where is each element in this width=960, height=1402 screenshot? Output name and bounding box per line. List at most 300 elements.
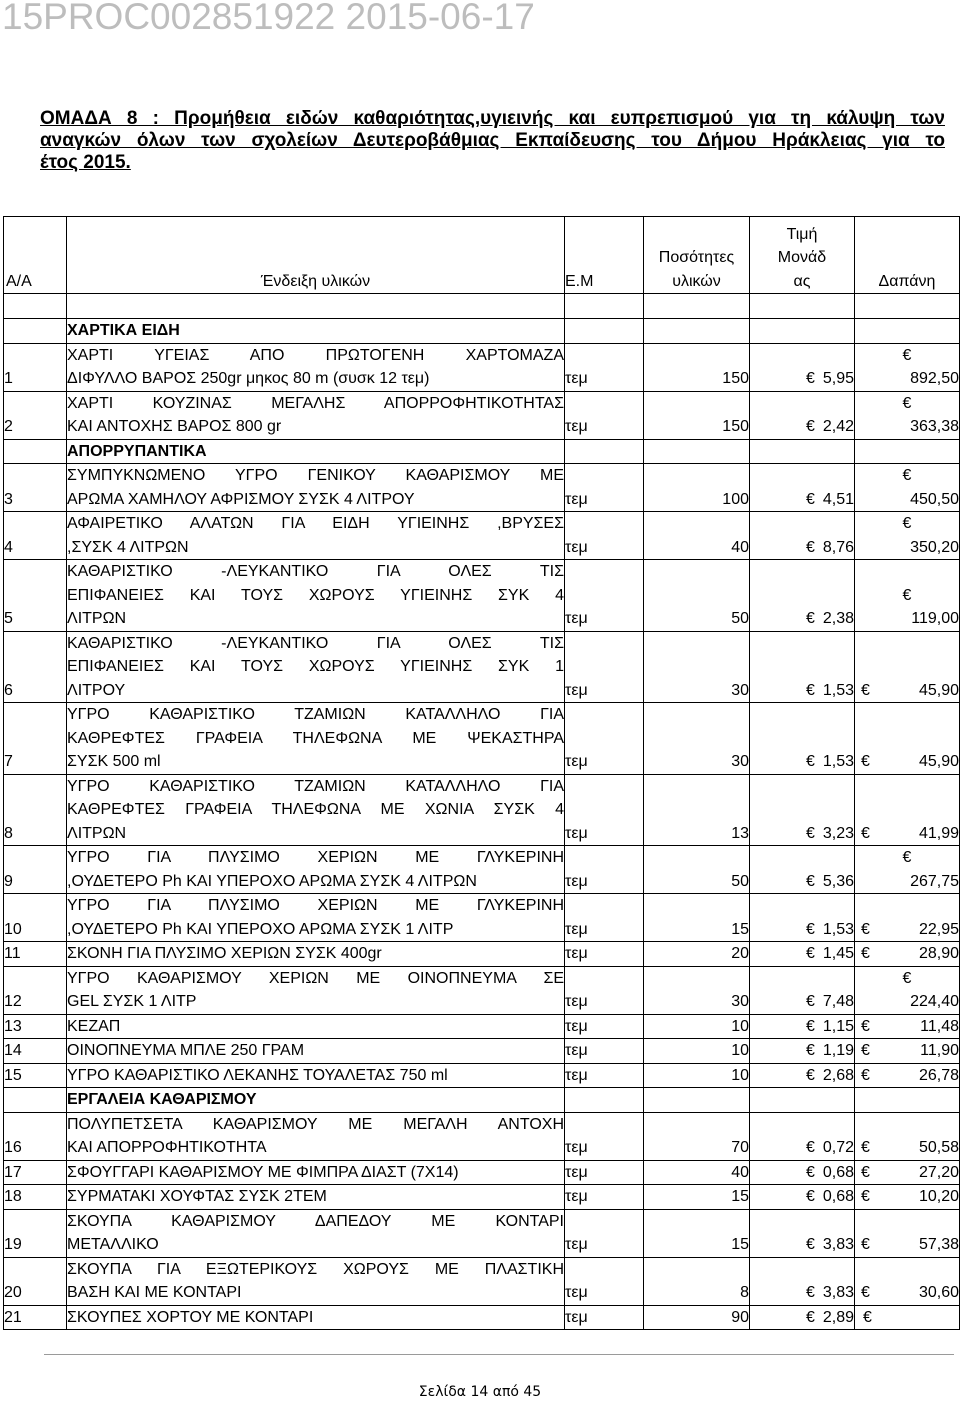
euro-symbol: € (902, 515, 912, 532)
row-quantity: 70 (644, 1112, 750, 1160)
header-unit-price: Τιμή Μονάδ ας (750, 217, 855, 294)
description-line: ΔΙΦΥΛΛΟ ΒΑΡΟΣ 250gr μηκος 80 m (συσκ 12 τεμ) (67, 370, 430, 387)
euro-symbol: € (805, 1188, 815, 1205)
euro-symbol: € (902, 969, 912, 987)
euro-symbol: € (861, 1066, 870, 1084)
table-row (4, 1185, 960, 1210)
row-number: 2 (4, 391, 67, 439)
row-unit: τεμ (565, 966, 644, 1014)
row-cost (855, 703, 960, 775)
row-unit-price (750, 846, 855, 894)
euro-symbol: € (861, 681, 870, 699)
row-description (67, 1257, 565, 1305)
unit-price-value: 8,76 (822, 538, 854, 556)
row-cost (855, 1305, 960, 1330)
row-unit: τεμ (565, 846, 644, 894)
row-cost (855, 942, 960, 967)
row-unit-price (750, 774, 855, 846)
row-cost (855, 319, 960, 344)
row-quantity (644, 319, 750, 344)
footer-rule (44, 1354, 954, 1355)
euro-symbol: € (902, 394, 912, 412)
description-line: ΥΓΡΟ ΓΙΑ ΠΛΥΣΙΜΟ ΧΕΡΙΩΝ ΜΕ ΓΛΥΚΕΡΙΝΗ (67, 897, 564, 914)
table-row (4, 1112, 960, 1160)
row-quantity: 50 (644, 560, 750, 632)
row-number: 14 (4, 1039, 67, 1064)
row-cost (855, 343, 960, 391)
euro-symbol: € (805, 538, 815, 556)
euro-symbol: € (805, 1066, 815, 1084)
row-number: 21 (4, 1305, 67, 1330)
cost-value: 26,78 (918, 1066, 959, 1084)
row-quantity: 30 (644, 966, 750, 1014)
euro-symbol: € (861, 753, 870, 770)
euro-symbol: € (805, 945, 815, 962)
table-row (4, 1257, 960, 1305)
row-description (67, 512, 565, 560)
row-unit-price (750, 439, 855, 464)
euro-symbol: € (805, 418, 815, 435)
unit-price-value: 3,83 (822, 1236, 854, 1253)
euro-symbol: € (805, 1284, 815, 1301)
row-unit (565, 319, 644, 344)
row-unit-price (750, 1063, 855, 1088)
euro-symbol: € (861, 1163, 870, 1181)
row-description (67, 1039, 565, 1064)
euro-symbol: € (902, 849, 912, 866)
unit-price-value: 5,36 (822, 872, 854, 890)
section-row (4, 1088, 960, 1113)
section-label-text: ΕΡΓΑΛΕΙΑ ΚΑΘΑΡΙΣΜΟΥ (67, 1091, 257, 1108)
cost-value: 10,20 (918, 1188, 959, 1205)
header-no: Α/Α (4, 217, 67, 294)
row-unit-price (750, 464, 855, 512)
unit-price-value: 1,15 (822, 1017, 854, 1035)
row-number (4, 1088, 67, 1113)
row-cost (855, 1160, 960, 1185)
euro-symbol: € (861, 824, 870, 842)
row-cost (855, 894, 960, 942)
row-cost (855, 774, 960, 846)
row-unit: τεμ (565, 512, 644, 560)
row-cost (855, 512, 960, 560)
euro-symbol: € (805, 872, 815, 890)
euro-symbol: € (805, 1163, 815, 1181)
description-line: ΧΑΡΤΙ ΥΓΕΙΑΣ ΑΠΟ ΠΡΩΤΟΓΕΝΗ ΧΑΡΤΟΜΑΖΑ (67, 346, 564, 364)
unit-price-value: 7,48 (822, 993, 854, 1010)
row-quantity: 15 (644, 894, 750, 942)
table-row (4, 846, 960, 894)
unit-price-value: 3,83 (822, 1284, 854, 1301)
heading-line-3: έτος 2015. (40, 152, 131, 173)
row-number: 13 (4, 1014, 67, 1039)
euro-symbol: € (805, 753, 815, 770)
row-number: 3 (4, 464, 67, 512)
row-number (4, 319, 67, 344)
euro-symbol: € (805, 610, 815, 627)
row-cost (855, 1185, 960, 1210)
description-line: ΚΑΘΑΡΙΣΤΙΚΟ -ΛΕΥΚΑΝΤΙΚΟ ΓΙΑ ΟΛΕΣ ΤΙΣ (67, 563, 564, 580)
row-cost (855, 1112, 960, 1160)
cost-value: 363,38 (910, 418, 959, 435)
euro-symbol: € (861, 1188, 870, 1205)
row-unit-price (750, 942, 855, 967)
row-quantity (644, 1088, 750, 1113)
row-quantity: 20 (644, 942, 750, 967)
euro-symbol: € (861, 1284, 870, 1301)
row-unit-price (750, 966, 855, 1014)
description-line: ΚΕΖΑΠ (67, 1017, 121, 1035)
row-unit: τεμ (565, 1257, 644, 1305)
description-line: ΟΙΝΟΠΝΕΥΜΑ ΜΠΛΕ 250 ΓΡΑΜ (67, 1042, 305, 1059)
row-number: 15 (4, 1063, 67, 1088)
row-number: 5 (4, 560, 67, 632)
section-row (4, 319, 960, 344)
cost-value: 50,58 (918, 1139, 959, 1156)
description-line: ΚΑΘΑΡΙΣΤΙΚΟ -ΛΕΥΚΑΝΤΙΚΟ ΓΙΑ ΟΛΕΣ ΤΙΣ (67, 634, 564, 652)
unit-price-value: 5,95 (822, 370, 854, 387)
unit-price-value: 1,45 (822, 945, 854, 962)
row-quantity: 10 (644, 1014, 750, 1039)
unit-price-value: 2,68 (822, 1066, 854, 1084)
row-unit: τεμ (565, 703, 644, 775)
row-quantity: 10 (644, 1039, 750, 1064)
row-description (67, 343, 565, 391)
cost-value: 45,90 (918, 753, 959, 770)
section-label (67, 319, 565, 344)
row-unit: τεμ (565, 1039, 644, 1064)
header-cost: Δαπάνη (855, 217, 960, 294)
euro-symbol: € (861, 920, 870, 938)
row-number: 7 (4, 703, 67, 775)
description-line: ΣΚΟΥΠΑ ΓΙΑ ΕΞΩΤΕΡΙΚΟΥΣ ΧΩΡΟΥΣ ΜΕ ΠΛΑΣΤΙΚΗ (67, 1260, 564, 1278)
unit-price-value: 4,51 (822, 490, 854, 508)
row-number: 8 (4, 774, 67, 846)
row-cost (855, 1088, 960, 1113)
euro-symbol: € (805, 681, 815, 699)
row-description (67, 1185, 565, 1210)
section-label (67, 1088, 565, 1113)
row-description (67, 894, 565, 942)
cost-value: 267,75 (910, 872, 959, 890)
unit-price-value: 2,38 (822, 610, 854, 627)
cost-value: 45,90 (918, 681, 959, 699)
header-quantity: Ποσότητες υλικών (644, 217, 750, 294)
description-line: GEL ΣΥΣΚ 1 ΛΙΤΡ (67, 993, 197, 1010)
row-unit: τεμ (565, 1160, 644, 1185)
row-description (67, 846, 565, 894)
row-number: 4 (4, 512, 67, 560)
row-unit-price (750, 703, 855, 775)
table-row (4, 512, 960, 560)
row-number: 16 (4, 1112, 67, 1160)
description-line: ΛΙΤΡΩΝ (67, 824, 127, 842)
row-cost (855, 1039, 960, 1064)
header-unit: Ε.Μ (565, 217, 644, 294)
row-quantity: 15 (644, 1185, 750, 1210)
table-row (4, 894, 960, 942)
description-line: ΒΑΣΗ ΚΑΙ ΜΕ ΚΟΝΤΑΡΙ (67, 1284, 242, 1301)
table-row (4, 631, 960, 703)
euro-symbol: € (861, 1236, 870, 1253)
unit-price-value: 0,68 (822, 1188, 854, 1205)
row-unit-price (750, 560, 855, 632)
row-unit-price (750, 1257, 855, 1305)
table-row (4, 391, 960, 439)
table-row (4, 1039, 960, 1064)
description-line: ΣΥΣΚ 500 ml (67, 753, 161, 770)
table-row (4, 560, 960, 632)
table-row (4, 1160, 960, 1185)
cost-value: 41,99 (918, 824, 959, 842)
table-row (4, 942, 960, 967)
row-unit-price (750, 1209, 855, 1257)
description-line: ΧΑΡΤΙ ΚΟΥΖΙΝΑΣ ΜΕΓΑΛΗΣ ΑΠΟΡΡΟΦΗΤΙΚΟΤΗΤΑΣ (67, 394, 564, 412)
euro-symbol: € (805, 993, 815, 1010)
table-row (4, 1014, 960, 1039)
cost-value: 27,20 (918, 1163, 959, 1181)
description-line: ΥΓΡΟ ΚΑΘΑΡΙΣΤΙΚΟ ΤΖΑΜΙΩΝ ΚΑΤΑΛΛΗΛΟ ΓΙΑ (67, 777, 564, 795)
heading-line-2: αναγκών όλων των σχολείων Δευτεροβάθμιας Εκπαίδευσης του Δήμου Ηράκλειας για το (40, 130, 945, 151)
row-description (67, 391, 565, 439)
row-cost (855, 1209, 960, 1257)
cost-value: 119,00 (911, 610, 959, 627)
euro-symbol: € (805, 1017, 815, 1035)
row-unit: τεμ (565, 1014, 644, 1039)
row-unit: τεμ (565, 343, 644, 391)
row-cost (855, 966, 960, 1014)
row-cost (855, 1063, 960, 1088)
cost-value: 28,90 (918, 945, 959, 962)
heading-line-1: ΟΜΑΔΑ 8 : Προμήθεια ειδών καθαριότητας,υγιεινής και ευπρεπισμού για τη κάλυψη των (40, 108, 945, 129)
row-unit-price (750, 391, 855, 439)
row-unit-price (750, 1305, 855, 1330)
row-unit-price (750, 894, 855, 942)
table-header-row (4, 217, 960, 294)
cost-value: 450,50 (910, 490, 959, 508)
description-line: ΕΠΙΦΑΝΕΙΕΣ ΚΑΙ ΤΟΥΣ ΧΩΡΟΥΣ ΥΓΙΕΙΝΗΣ ΣΥΚ 4 (67, 586, 564, 604)
section-label-text: ΧΑΡΤΙΚΑ ΕΙΔΗ (67, 322, 180, 339)
description-line: ,ΣΥΣΚ 4 ΛΙΤΡΩΝ (67, 538, 189, 556)
row-description (67, 464, 565, 512)
table-row (4, 1305, 960, 1330)
euro-symbol: € (805, 490, 815, 508)
section-row (4, 439, 960, 464)
row-quantity: 150 (644, 343, 750, 391)
row-cost (855, 464, 960, 512)
row-quantity: 100 (644, 464, 750, 512)
euro-symbol: € (861, 945, 870, 962)
table-row (4, 966, 960, 1014)
row-unit-price (750, 343, 855, 391)
row-description (67, 1063, 565, 1088)
table-row (4, 774, 960, 846)
euro-symbol: € (805, 1139, 815, 1156)
row-unit-price (750, 512, 855, 560)
row-description (67, 560, 565, 632)
row-unit-price (750, 1112, 855, 1160)
row-number: 20 (4, 1257, 67, 1305)
section-label (67, 439, 565, 464)
description-line: ΣΚΟΥΠΕΣ ΧΟΡΤΟΥ ΜΕ ΚΟΝΤΑΡΙ (67, 1308, 314, 1326)
row-quantity: 30 (644, 703, 750, 775)
row-description (67, 1305, 565, 1330)
description-line: ΚΑΘΡΕΦΤΕΣ ΓΡΑΦΕΙΑ ΤΗΛΕΦΩΝΑ ΜΕ ΧΩΝΙΑ ΣΥΣΚ 4 (67, 801, 564, 818)
description-line: ΑΡΩΜΑ ΧΑΜΗΛΟΥ ΑΦΡΙΣΜΟΥ ΣΥΣΚ 4 ΛΙΤΡΟΥ (67, 490, 415, 508)
euro-symbol: € (805, 1236, 815, 1253)
row-description (67, 966, 565, 1014)
row-description (67, 774, 565, 846)
row-unit: τεμ (565, 1063, 644, 1088)
euro-symbol: € (863, 1308, 872, 1326)
row-unit-price (750, 1088, 855, 1113)
euro-symbol: € (805, 920, 815, 938)
unit-price-value: 1,53 (822, 753, 854, 770)
row-unit: τεμ (565, 1305, 644, 1330)
description-line: ΥΓΡΟ ΚΑΘΑΡΙΣΤΙΚΟ ΛΕΚΑΝΗΣ ΤΟΥΑΛΕΤΑΣ 750 ml (67, 1066, 448, 1084)
row-quantity: 150 (644, 391, 750, 439)
row-unit: τεμ (565, 1112, 644, 1160)
row-quantity: 40 (644, 1160, 750, 1185)
row-unit-price (750, 1014, 855, 1039)
row-cost (855, 560, 960, 632)
cost-value: 11,48 (920, 1017, 959, 1035)
row-number: 9 (4, 846, 67, 894)
row-unit-price (750, 1160, 855, 1185)
row-cost (855, 1257, 960, 1305)
table-row (4, 343, 960, 391)
euro-symbol: € (902, 586, 912, 604)
unit-price-value: 0,68 (822, 1163, 854, 1181)
cost-value: 22,95 (918, 920, 959, 938)
row-cost (855, 1014, 960, 1039)
row-number: 11 (4, 942, 67, 967)
row-unit: τεμ (565, 774, 644, 846)
row-unit: τεμ (565, 560, 644, 632)
row-number: 18 (4, 1185, 67, 1210)
row-unit: τεμ (565, 1209, 644, 1257)
row-quantity: 90 (644, 1305, 750, 1330)
description-line: ΜΕΤΑΛΛΙΚΟ (67, 1236, 159, 1253)
table-row (4, 703, 960, 775)
row-description (67, 1209, 565, 1257)
unit-price-value: 3,23 (822, 824, 854, 842)
unit-price-value: 2,89 (822, 1308, 854, 1326)
row-quantity: 13 (644, 774, 750, 846)
row-cost (855, 439, 960, 464)
description-line: ,ΟΥΔΕΤΕΡΟ Ph ΚΑΙ ΥΠΕΡΟΧΟ ΑΡΩΜΑ ΣΥΣΚ 4 ΛΙΤΡΩΝ (67, 872, 477, 890)
description-line: ,ΟΥΔΕΤΕΡΟ Ph ΚΑΙ ΥΠΕΡΟΧΟ ΑΡΩΜΑ ΣΥΣΚ 1 ΛΙΤΡ (67, 920, 454, 938)
document-id: 15PROC002851922 2015-06-17 (2, 0, 535, 37)
table-row (4, 1209, 960, 1257)
table-spacer-row (4, 294, 960, 319)
materials-table (3, 216, 960, 1330)
row-quantity: 30 (644, 631, 750, 703)
description-line: ΥΓΡΟ ΓΙΑ ΠΛΥΣΙΜΟ ΧΕΡΙΩΝ ΜΕ ΓΛΥΚΕΡΙΝΗ (67, 849, 564, 866)
description-line: ΣΦΟΥΓΓΑΡΙ ΚΑΘΑΡΙΣΜΟΥ ΜΕ ΦΙΜΠΡΑ ΔΙΑΣΤ (7Χ14) (67, 1163, 459, 1181)
description-line: ΣΥΡΜΑΤΑΚΙ ΧΟΥΦΤΑΣ ΣΥΣΚ 2ΤΕΜ (67, 1188, 327, 1205)
row-number: 12 (4, 966, 67, 1014)
row-unit: τεμ (565, 1185, 644, 1210)
row-description (67, 942, 565, 967)
row-number: 17 (4, 1160, 67, 1185)
unit-price-value: 1,53 (822, 681, 854, 699)
row-number: 19 (4, 1209, 67, 1257)
euro-symbol: € (861, 1017, 870, 1035)
row-description (67, 1160, 565, 1185)
row-quantity: 8 (644, 1257, 750, 1305)
row-unit: τεμ (565, 391, 644, 439)
euro-symbol: € (805, 1308, 815, 1326)
row-cost (855, 391, 960, 439)
cost-value: 30,60 (918, 1284, 959, 1301)
description-line: ΚΑΙ ΑΠΟΡΡΟΦΗΤΙΚΟΤΗΤΑ (67, 1139, 267, 1156)
euro-symbol: € (902, 467, 912, 484)
euro-symbol: € (861, 1139, 870, 1156)
row-number: 1 (4, 343, 67, 391)
cost-value: 224,40 (910, 993, 959, 1010)
unit-price-value: 0,72 (822, 1139, 854, 1156)
group-heading (40, 108, 945, 174)
row-description (67, 1112, 565, 1160)
row-number: 10 (4, 894, 67, 942)
description-line: ΛΙΤΡΩΝ (67, 610, 127, 627)
row-unit-price (750, 319, 855, 344)
row-unit (565, 1088, 644, 1113)
unit-price-value: 2,42 (822, 418, 854, 435)
euro-symbol: € (805, 370, 815, 387)
cost-value: 11,90 (920, 1042, 959, 1059)
row-quantity: 15 (644, 1209, 750, 1257)
description-line: ΕΠΙΦΑΝΕΙΕΣ ΚΑΙ ΤΟΥΣ ΧΩΡΟΥΣ ΥΓΙΕΙΝΗΣ ΣΥΚ 1 (67, 658, 564, 675)
cost-value: 57,38 (918, 1236, 959, 1253)
row-quantity: 10 (644, 1063, 750, 1088)
euro-symbol: € (902, 346, 912, 364)
description-line: ΠΟΛΥΠΕΤΣΕΤΑ ΚΑΘΑΡΙΣΜΟΥ ΜΕ ΜΕΓΑΛΗ ΑΝΤΟΧΗ (67, 1115, 564, 1133)
row-number (4, 439, 67, 464)
cost-value: 892,50 (910, 370, 959, 387)
row-unit: τεμ (565, 464, 644, 512)
unit-price-value: 1,19 (822, 1042, 854, 1059)
description-line: ΥΓΡΟ ΚΑΘΑΡΙΣΤΙΚΟ ΤΖΑΜΙΩΝ ΚΑΤΑΛΛΗΛΟ ΓΙΑ (67, 706, 564, 723)
row-unit (565, 439, 644, 464)
row-cost (855, 846, 960, 894)
row-quantity (644, 439, 750, 464)
row-quantity: 50 (644, 846, 750, 894)
description-line: ΥΓΡΟ ΚΑΘΑΡΙΣΜΟΥ ΧΕΡΙΩΝ ΜΕ ΟΙΝΟΠΝΕΥΜΑ ΣΕ (67, 969, 564, 987)
row-quantity: 40 (644, 512, 750, 560)
page-number: Σελίδα 14 από 45 (418, 1384, 542, 1400)
euro-symbol: € (805, 1042, 815, 1059)
euro-symbol: € (861, 1042, 870, 1059)
description-line: ΣΚΟΥΠΑ ΚΑΘΑΡΙΣΜΟΥ ΔΑΠΕΔΟΥ ΜΕ ΚΟΝΤΑΡΙ (67, 1212, 564, 1230)
row-unit-price (750, 631, 855, 703)
row-unit: τεμ (565, 894, 644, 942)
row-description (67, 631, 565, 703)
description-line: ΣΚΟΝΗ ΓΙΑ ΠΛΥΣΙΜΟ ΧΕΡΙΩΝ ΣΥΣΚ 400gr (67, 945, 382, 962)
row-cost (855, 631, 960, 703)
row-unit: τεμ (565, 631, 644, 703)
header-description: Ένδειξη υλικών (67, 217, 565, 294)
row-unit: τεμ (565, 942, 644, 967)
description-line: ΚΑΘΡΕΦΤΕΣ ΓΡΑΦΕΙΑ ΤΗΛΕΦΩΝΑ ΜΕ ΨΕΚΑΣΤΗΡΑ (67, 729, 564, 747)
cost-value: 350,20 (910, 538, 959, 556)
row-unit-price (750, 1039, 855, 1064)
unit-price-value: 1,53 (822, 920, 854, 938)
section-label-text: ΑΠΟΡΡΥΠΑΝΤΙΚΑ (67, 442, 207, 460)
description-line: ΚΑΙ ΑΝΤΟΧΗΣ ΒΑΡΟΣ 800 gr (67, 418, 282, 435)
row-description (67, 1014, 565, 1039)
